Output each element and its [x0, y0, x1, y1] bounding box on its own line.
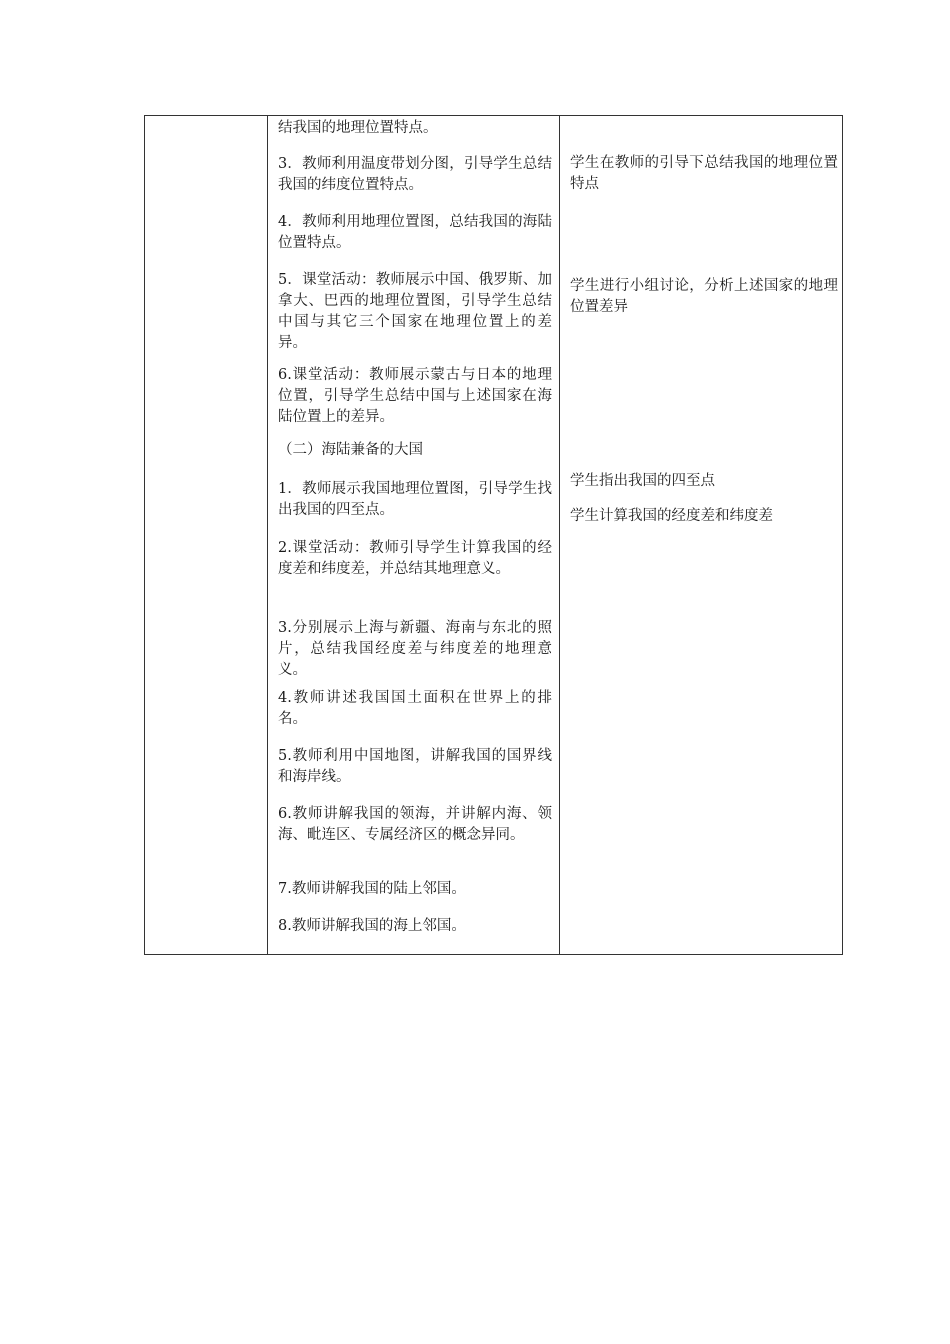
student-paragraph: 学生指出我国的四至点 — [570, 473, 715, 489]
teacher-paragraph: 1．教师展示我国地理位置图，引导学生找出我国的四至点。 — [278, 481, 552, 518]
teacher-paragraph: 7.教师讲解我国的陆上邻国。 — [278, 881, 466, 897]
teacher-paragraph: 4．教师利用地理位置图，总结我国的海陆位置特点。 — [278, 214, 552, 251]
teacher-paragraph: 6.教师讲解我国的领海，并讲解内海、领海、毗连区、专属经济区的概念异同。 — [278, 806, 552, 843]
teacher-paragraph: 6.课堂活动：教师展示蒙古与日本的地理位置，引导学生总结中国与上述国家在海陆位置上的差异。 — [278, 367, 552, 425]
column-divider-1 — [267, 116, 268, 954]
teacher-paragraph: 8.教师讲解我国的海上邻国。 — [278, 918, 466, 934]
teacher-paragraph: 3．教师利用温度带划分图，引导学生总结我国的纬度位置特点。 — [278, 156, 552, 193]
teacher-paragraph: 结我国的地理位置特点。 — [278, 120, 438, 136]
teacher-paragraph: 5．课堂活动：教师展示中国、俄罗斯、加拿大、巴西的地理位置图，引导学生总结中国与其它三个国家在地理位置上的差异。 — [278, 272, 552, 351]
column-divider-2 — [559, 116, 560, 954]
student-paragraph: 学生进行小组讨论，分析上述国家的地理位置差异 — [570, 278, 838, 315]
section-heading: （二）海陆兼备的大国 — [278, 442, 423, 458]
teacher-paragraph: 2.课堂活动：教师引导学生计算我国的经度差和纬度差，并总结其地理意义。 — [278, 540, 552, 577]
teacher-paragraph: 4.教师讲述我国国土面积在世界上的排名。 — [278, 690, 552, 727]
student-paragraph: 学生在教师的引导下总结我国的地理位置特点 — [570, 155, 838, 192]
student-paragraph: 学生计算我国的经度差和纬度差 — [570, 508, 773, 524]
lesson-table — [144, 115, 843, 955]
teacher-paragraph: 5.教师利用中国地图，讲解我国的国界线和海岸线。 — [278, 748, 552, 785]
teacher-paragraph: 3.分别展示上海与新疆、海南与东北的照片，总结我国经度差与纬度差的地理意义。 — [278, 620, 552, 678]
